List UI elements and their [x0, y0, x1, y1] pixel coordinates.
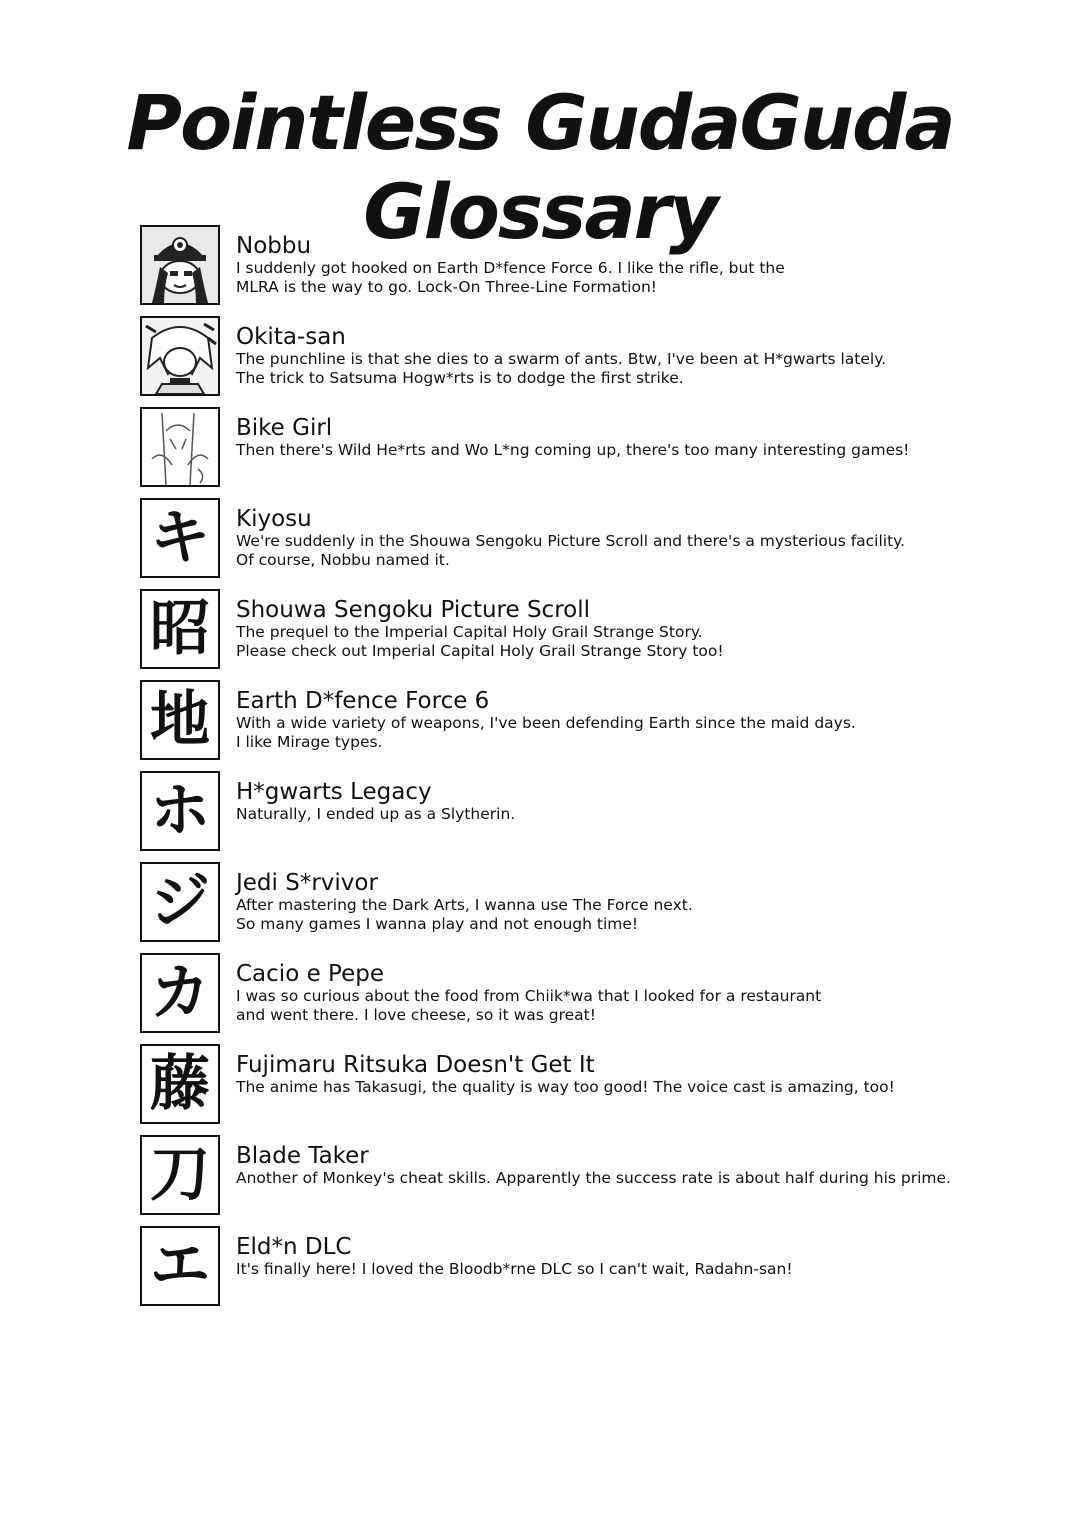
- term-title: Bike Girl: [236, 415, 333, 441]
- term-title: Cacio e Pepe: [236, 961, 384, 987]
- description-line: Another of Monkey's cheat skills. Apparently the success rate is about half during his prime.: [236, 1169, 951, 1187]
- page-title: Pointless GudaGuda Glossary: [126, 78, 954, 256]
- term-description: [236, 805, 1036, 824]
- term-description: [236, 1169, 1036, 1188]
- term-description: [236, 987, 1036, 1025]
- term-description: [236, 259, 1036, 297]
- okita-portrait-icon: [140, 316, 220, 396]
- glossary-entry-earth-defence-force: [140, 680, 1040, 760]
- kanji-glyph: 地: [150, 685, 210, 755]
- glossary-entry-elden-dlc: [140, 1226, 1040, 1306]
- description-line: The trick to Satsuma Hogw*rts is to dodge the first strike.: [236, 369, 684, 387]
- kanji-icon: [140, 771, 220, 851]
- term-title: Earth D*fence Force 6: [236, 688, 490, 714]
- term-title: Jedi S*rvivor: [236, 870, 378, 896]
- kanji-icon: [140, 589, 220, 669]
- glossary-entry-okita: [140, 316, 1040, 396]
- description-line: It's finally here! I loved the Bloodb*rne DLC so I can't wait, Radahn-san!: [236, 1260, 793, 1278]
- description-line: So many games I wanna play and not enough time!: [236, 915, 639, 933]
- description-line: I suddenly got hooked on Earth D*fence Force 6. I like the rifle, but the: [236, 259, 785, 277]
- term-title: H*gwarts Legacy: [236, 779, 432, 805]
- glossary-entry-nobbu: [140, 225, 1040, 305]
- description-line: With a wide variety of weapons, I've been defending Earth since the maid days.: [236, 714, 856, 732]
- description-line: The punchline is that she dies to a swarm of ants. Btw, I've been at H*gwarts lately.: [236, 350, 887, 368]
- kanji-icon: [140, 1226, 220, 1306]
- term-title: Eld*n DLC: [236, 1234, 352, 1260]
- term-title: Kiyosu: [236, 506, 312, 532]
- description-line: Then there's Wild He*rts and Wo L*ng coming up, there's too many interesting games!: [236, 441, 910, 459]
- term-description: [236, 441, 1036, 460]
- glossary-entry-kiyosu: [140, 498, 1040, 578]
- glossary-entry-shouwa-sengoku: [140, 589, 1040, 669]
- glossary-entry-bike-girl: [140, 407, 1040, 487]
- term-description: [236, 1260, 1036, 1279]
- term-description: [236, 623, 1036, 661]
- kanji-glyph: 藤: [150, 1049, 210, 1119]
- term-description: [236, 714, 1036, 752]
- description-line: After mastering the Dark Arts, I wanna use The Force next.: [236, 896, 693, 914]
- kanji-glyph: キ: [150, 503, 210, 573]
- term-title: Fujimaru Ritsuka Doesn't Get It: [236, 1052, 595, 1078]
- kanji-icon: [140, 498, 220, 578]
- term-description: [236, 350, 1036, 388]
- term-title: Blade Taker: [236, 1143, 369, 1169]
- description-line: Of course, Nobbu named it.: [236, 551, 450, 569]
- kanji-icon: [140, 953, 220, 1033]
- description-line: We're suddenly in the Shouwa Sengoku Picture Scroll and there's a mysterious facility.: [236, 532, 906, 550]
- kanji-glyph: 昭: [150, 594, 210, 664]
- kanji-glyph: カ: [150, 958, 210, 1028]
- kanji-glyph: エ: [150, 1231, 210, 1301]
- description-line: Please check out Imperial Capital Holy Grail Strange Story too!: [236, 642, 724, 660]
- description-line: and went there. I love cheese, so it was great!: [236, 1006, 596, 1024]
- description-line: MLRA is the way to go. Lock-On Three-Line Formation!: [236, 278, 658, 296]
- nobbu-portrait-icon: [140, 225, 220, 305]
- kanji-icon: [140, 680, 220, 760]
- description-line: The prequel to the Imperial Capital Holy Grail Strange Story.: [236, 623, 703, 641]
- term-description: [236, 896, 1036, 934]
- kanji-icon: [140, 862, 220, 942]
- description-line: I like Mirage types.: [236, 733, 383, 751]
- term-title: Shouwa Sengoku Picture Scroll: [236, 597, 590, 623]
- description-line: The anime has Takasugi, the quality is way too good! The voice cast is amazing, too!: [236, 1078, 895, 1096]
- kanji-glyph: ジ: [150, 867, 210, 937]
- glossary-entry-jedi-survivor: [140, 862, 1040, 942]
- glossary-entry-hogwarts-legacy: [140, 771, 1040, 851]
- kanji-icon: [140, 1135, 220, 1215]
- glossary-entry-blade-taker: [140, 1135, 1040, 1215]
- glossary-entry-cacio-e-pepe: [140, 953, 1040, 1033]
- term-description: [236, 1078, 1036, 1097]
- kanji-icon: [140, 1044, 220, 1124]
- glossary-entry-fujimaru-ritsuka: [140, 1044, 1040, 1124]
- description-line: Naturally, I ended up as a Slytherin.: [236, 805, 516, 823]
- term-title: Okita-san: [236, 324, 346, 350]
- bike-girl-portrait-icon: [140, 407, 220, 487]
- kanji-glyph: 刀: [150, 1140, 210, 1210]
- term-description: [236, 532, 1036, 570]
- term-title: Nobbu: [236, 233, 312, 259]
- kanji-glyph: ホ: [150, 776, 210, 846]
- description-line: I was so curious about the food from Chiik*wa that I looked for a restaurant: [236, 987, 822, 1005]
